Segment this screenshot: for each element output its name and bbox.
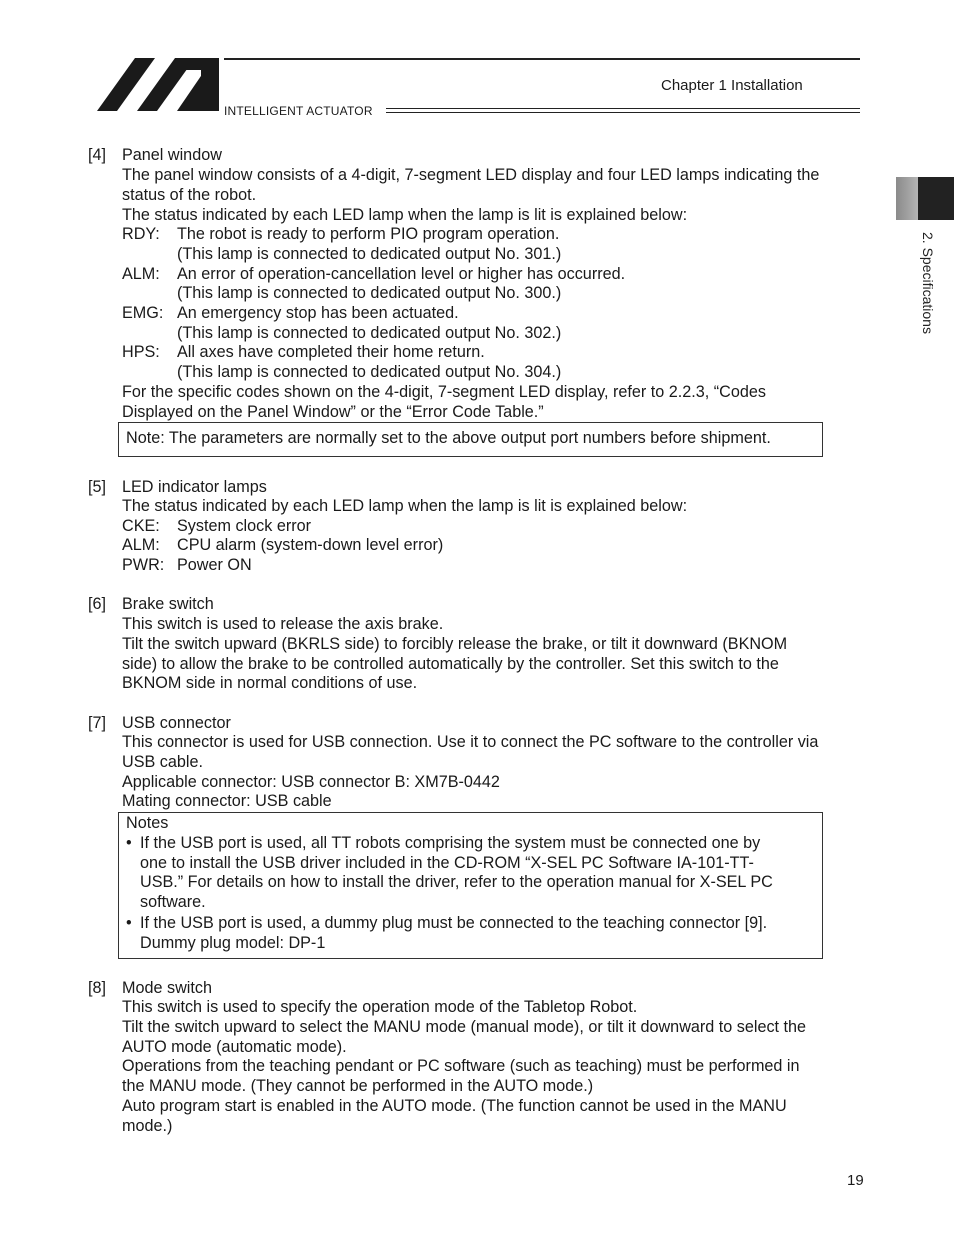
note-text: software. — [140, 893, 206, 911]
body-text: The status indicated by each LED lamp when the lamp is lit is explained below: — [122, 497, 688, 515]
brand-name: INTELLIGENT ACTUATOR — [224, 104, 373, 118]
note-text: Dummy plug model: DP-1 — [140, 934, 326, 952]
chapter-title: Chapter 1 Installation — [661, 77, 803, 94]
lamp-code: ALM: — [122, 536, 160, 554]
lamp-code: HPS: — [122, 343, 160, 361]
section-title: LED indicator lamps — [122, 478, 267, 496]
lamp-description: All axes have completed their home return. — [177, 343, 485, 361]
section-number: [7] — [88, 714, 106, 732]
body-text: mode.) — [122, 1117, 173, 1135]
note-text: Note: The parameters are normally set to the above output port numbers before shipment. — [126, 429, 771, 447]
lamp-code: ALM: — [122, 265, 160, 283]
section-number: [5] — [88, 478, 106, 496]
section-number: [6] — [88, 595, 106, 613]
lamp-output: (This lamp is connected to dedicated output No. 302.) — [177, 324, 562, 342]
body-text: This connector is used for USB connection. Use it to connect the PC software to the controller via — [122, 733, 819, 751]
lamp-code: CKE: — [122, 517, 160, 535]
note-text: If the USB port is used, a dummy plug must be connected to the teaching connector [9]. — [140, 914, 768, 932]
header-rule-bottom — [386, 108, 860, 113]
side-tab-marker — [896, 177, 918, 220]
body-text: USB cable. — [122, 753, 203, 771]
lamp-code: EMG: — [122, 304, 164, 322]
section-title: Brake switch — [122, 595, 214, 613]
section-title: Mode switch — [122, 979, 212, 997]
note-text: If the USB port is used, all TT robots comprising the system must be connected one by — [140, 834, 761, 852]
iai-logo-icon — [97, 58, 219, 111]
notes-title: Notes — [126, 814, 169, 832]
note-text: USB.” For details on how to install the driver, refer to the operation manual for X-SEL PC — [140, 873, 773, 891]
lamp-code: PWR: — [122, 556, 165, 574]
page-number: 19 — [847, 1172, 864, 1189]
body-text: the MANU mode. (They cannot be performed in the AUTO mode.) — [122, 1077, 594, 1095]
side-tab-block — [918, 177, 954, 220]
lamp-output: (This lamp is connected to dedicated output No. 301.) — [177, 245, 562, 263]
section-number: [4] — [88, 146, 106, 164]
body-text: This switch is used to release the axis brake. — [122, 615, 444, 633]
bullet-icon: • — [126, 914, 132, 932]
lamp-description: System clock error — [177, 517, 312, 535]
body-text: Operations from the teaching pendant or PC software (such as teaching) must be performed in — [122, 1057, 800, 1075]
body-text: The panel window consists of a 4-digit, 7-segment LED display and four LED lamps indicating the — [122, 166, 820, 184]
side-tab-label: 2. Specifications — [920, 232, 936, 334]
header-rule-top — [224, 58, 860, 60]
lamp-description: Power ON — [177, 556, 252, 574]
note-text: one to install the USB driver included in the CD-ROM “X-SEL PC Software IA-101-TT- — [140, 854, 754, 872]
bullet-icon: • — [126, 834, 132, 852]
body-text: Displayed on the Panel Window” or the “Error Code Table.” — [122, 403, 544, 421]
body-text: This switch is used to specify the operation mode of the Tabletop Robot. — [122, 998, 638, 1016]
body-text: The status indicated by each LED lamp when the lamp is lit is explained below: — [122, 206, 688, 224]
body-text: BKNOM side in normal conditions of use. — [122, 674, 418, 692]
section-title: Panel window — [122, 146, 222, 164]
body-text: Tilt the switch upward to select the MANU mode (manual mode), or tilt it downward to select the — [122, 1018, 807, 1036]
body-text: side) to allow the brake to be controlled automatically by the controller. Set this switch to the — [122, 655, 779, 673]
body-text: Mating connector: USB cable — [122, 792, 332, 810]
lamp-description: The robot is ready to perform PIO program operation. — [177, 225, 560, 243]
body-text: Applicable connector: USB connector B: XM7B-0442 — [122, 773, 500, 791]
lamp-description: An error of operation-cancellation level or higher has occurred. — [177, 265, 626, 283]
lamp-code: RDY: — [122, 225, 160, 243]
lamp-output: (This lamp is connected to dedicated output No. 300.) — [177, 284, 562, 302]
body-text: Tilt the switch upward (BKRLS side) to forcibly release the brake, or tilt it downward (BKNOM — [122, 635, 788, 653]
body-text: Auto program start is enabled in the AUTO mode. (The function cannot be used in the MANU — [122, 1097, 787, 1115]
lamp-description: An emergency stop has been actuated. — [177, 304, 459, 322]
section-title: USB connector — [122, 714, 231, 732]
section-number: [8] — [88, 979, 106, 997]
body-text: status of the robot. — [122, 186, 257, 204]
lamp-output: (This lamp is connected to dedicated output No. 304.) — [177, 363, 562, 381]
body-text: AUTO mode (automatic mode). — [122, 1038, 347, 1056]
body-text: For the specific codes shown on the 4-digit, 7-segment LED display, refer to 2.2.3, “Codes — [122, 383, 766, 401]
lamp-description: CPU alarm (system-down level error) — [177, 536, 444, 554]
